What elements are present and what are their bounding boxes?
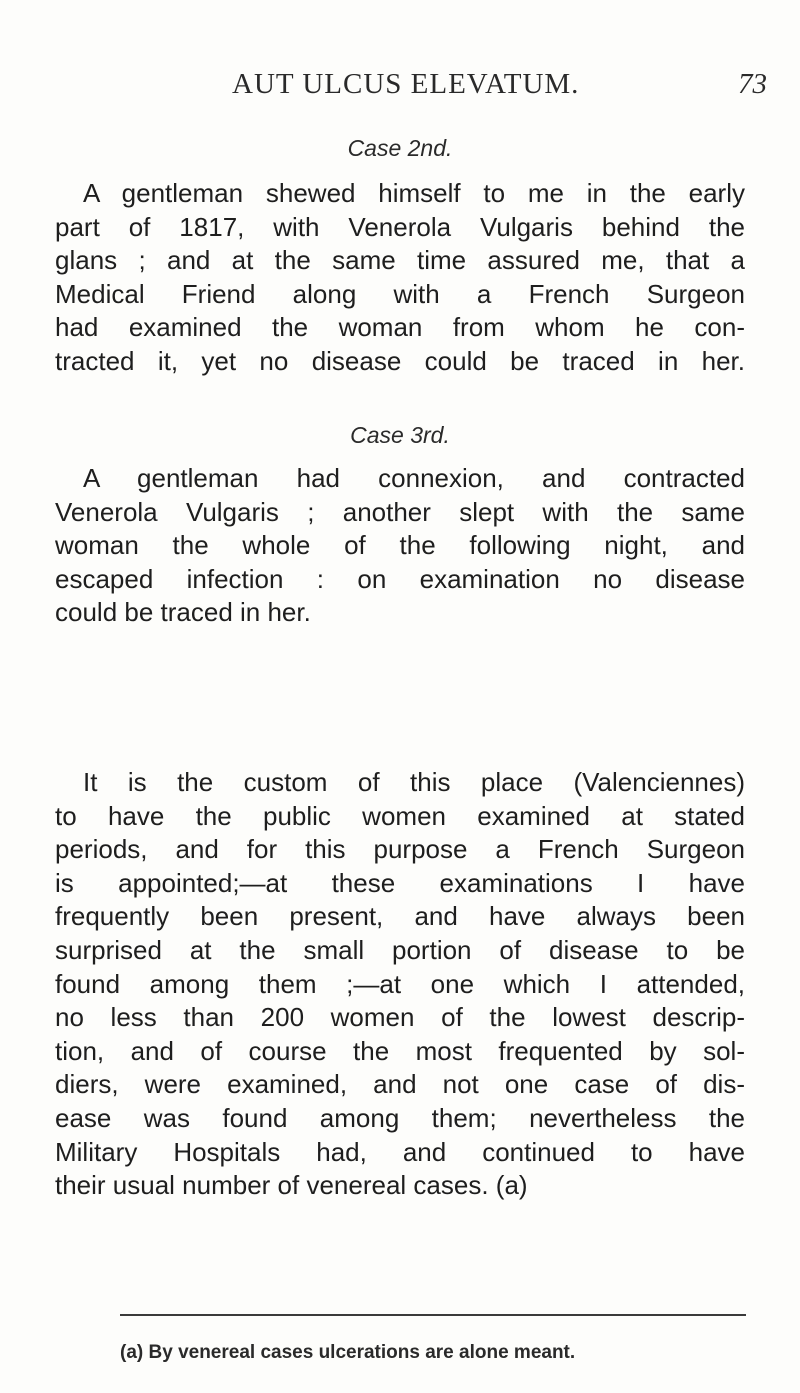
text-line: A gentleman had connexion, and contracted [83, 463, 745, 493]
case-3-heading: Case 3rd. [350, 422, 450, 448]
text-line: A gentleman shewed himself to me in the early [83, 178, 745, 208]
text-line: ease was found among them; nevertheless the [55, 1102, 745, 1133]
running-head: AUT ULCUS ELEVATUM. [232, 68, 580, 100]
case-2-paragraph [55, 177, 745, 379]
text-line: diers, were examined, and not one case of dis- [55, 1069, 745, 1100]
text-line: It is the custom of this place (Valenciennes) [83, 767, 745, 797]
text-line: frequently been present, and have always been [55, 901, 745, 932]
case-2-heading: Case 2nd. [347, 135, 453, 161]
text-line: Venerola Vulgaris ; another slept with the same [55, 496, 745, 527]
case-3-paragraph [55, 462, 745, 630]
text-line: their usual number of venereal cases. (a) [55, 1170, 528, 1201]
text-line: escaped infection : on examination no disease [55, 563, 745, 594]
page-header [0, 68, 800, 108]
text-line: tracted it, yet no disease could be traced in her. [55, 345, 745, 376]
text-line: is appointed;—at these examinations I have [55, 867, 745, 898]
text-line: no less than 200 women of the lowest descrip- [55, 1002, 745, 1033]
text-line: tion, and of course the most frequented by sol- [55, 1035, 745, 1066]
text-line: woman the whole of the following night, and [55, 530, 745, 561]
text-line: Medical Friend along with a French Surgeon [55, 278, 745, 309]
text-line: Military Hospitals had, and continued to have [55, 1136, 745, 1167]
text-line: surprised at the small portion of disease to be [55, 934, 745, 965]
custom-paragraph [55, 766, 745, 1203]
text-line: found among them ;—at one which I attended, [55, 968, 745, 999]
text-line: part of 1817, with Venerola Vulgaris behind the [55, 211, 745, 242]
text-line: glans ; and at the same time assured me, that a [55, 245, 745, 276]
text-line: to have the public women examined at stated [55, 800, 745, 831]
footnote: (a) By venereal cases ulcerations are alone meant. [120, 1342, 576, 1363]
text-line: periods, and for this purpose a French Surgeon [55, 834, 745, 865]
footnote-divider [120, 1314, 746, 1316]
text-line: could be traced in her. [55, 597, 311, 628]
text-line: had examined the woman from whom he con- [55, 312, 745, 343]
page-number: 73 [738, 68, 767, 100]
